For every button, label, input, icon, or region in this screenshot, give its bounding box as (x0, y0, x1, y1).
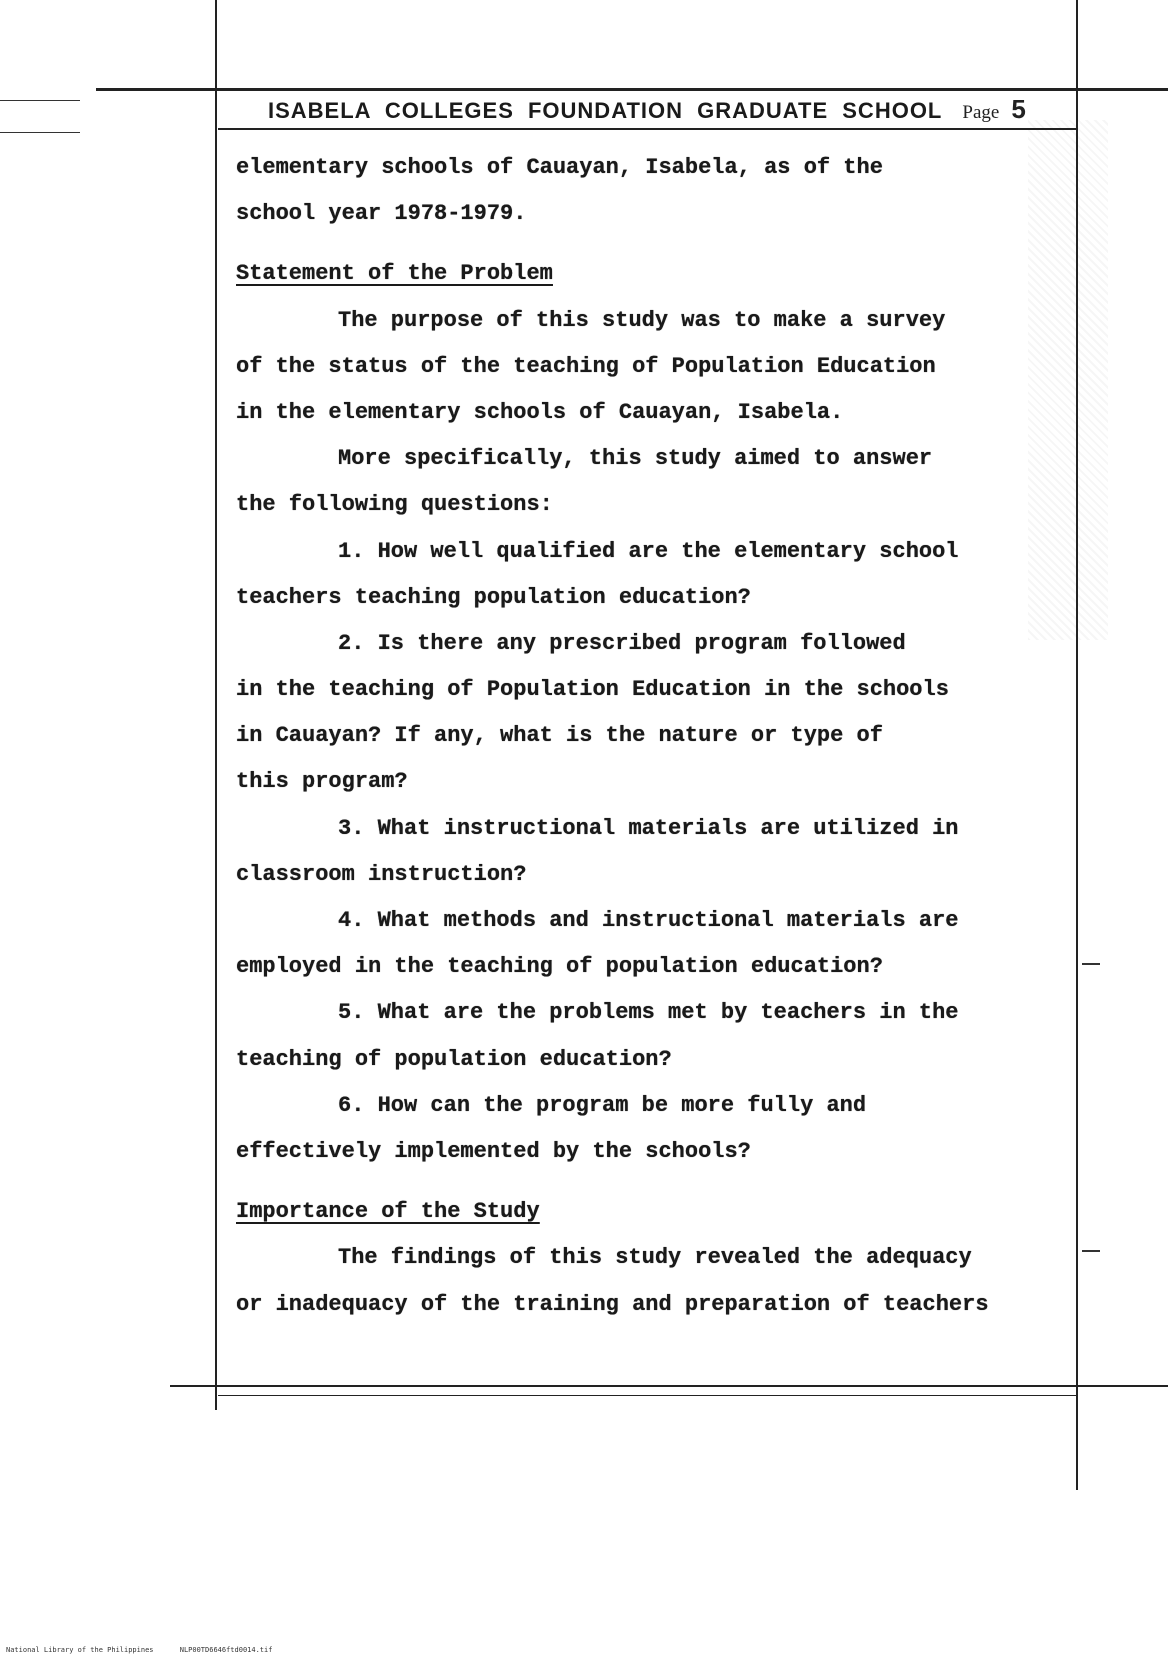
scan-footer (6, 1646, 272, 1654)
question-item: 5. What are the problems met by teachers in the (338, 1000, 959, 1026)
text-line: in Cauayan? If any, what is the nature or type of (236, 723, 883, 749)
text-line: teaching of population education? (236, 1046, 672, 1072)
left-tick-mark (0, 132, 80, 133)
text-line: in the elementary schools of Cauayan, Isabela. (236, 399, 844, 425)
header-top-rule (96, 88, 1168, 91)
institution-name: ISABELA COLLEGES FOUNDATION GRADUATE SCHOOL (268, 98, 943, 123)
text-line: this program? (236, 769, 408, 795)
bottom-rule-inner (218, 1395, 1076, 1396)
left-margin-line (215, 0, 217, 1410)
left-tick-mark (0, 100, 80, 101)
text-line: More specifically, this study aimed to answer (338, 446, 933, 472)
question-item: 1. How well qualified are the elementary school (338, 538, 959, 564)
text-line: in the teaching of Population Education in the schools (236, 677, 949, 703)
question-item: 4. What methods and instructional materials are (338, 908, 959, 933)
question-item: 6. How can the program be more fully and (338, 1092, 867, 1118)
section-heading-importance: Importance of the Study (236, 1199, 540, 1225)
text-line: The findings of this study revealed the adequacy (338, 1245, 972, 1271)
page-number: 5 (1011, 94, 1026, 124)
text-line: effectively implemented by the schools? (236, 1138, 751, 1164)
text-line: the following questions: (236, 492, 553, 518)
text-line: classroom instruction? (236, 861, 527, 887)
library-credit: National Library of the Philippines (6, 1646, 154, 1654)
section-heading-statement: Statement of the Problem (236, 261, 553, 287)
page-label: Page (962, 102, 1000, 123)
question-item: 3. What instructional materials are utilized in (338, 815, 959, 841)
text-line: The purpose of this study was to make a survey (338, 307, 946, 333)
document-body (236, 145, 1096, 1328)
header-bottom-rule (218, 128, 1076, 130)
text-line: employed in the teaching of population education? (236, 954, 883, 980)
bottom-rule (170, 1385, 1168, 1387)
page-header (268, 94, 1068, 128)
text-line: of the status of the teaching of Population Education (236, 353, 936, 379)
text-line: elementary schools of Cauayan, Isabela, as of the (236, 155, 883, 180)
text-line: or inadequacy of the training and preparation of teachers (236, 1291, 989, 1317)
section-gap (236, 1175, 1096, 1189)
question-item: 2. Is there any prescribed program followed (338, 630, 906, 656)
section-gap (236, 237, 1096, 251)
scan-filename: NLP00TD6646ftd0014.tif (179, 1646, 273, 1654)
text-line: school year 1978-1979. (236, 201, 527, 227)
text-line: teachers teaching population education? (236, 584, 751, 610)
